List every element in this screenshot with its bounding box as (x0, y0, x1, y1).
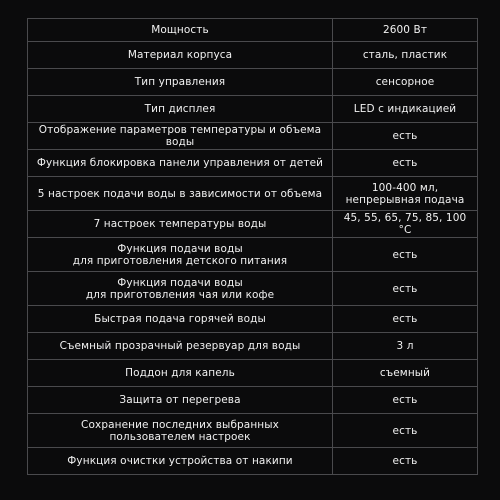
spec-value: сенсорное (333, 69, 478, 96)
spec-value: есть (333, 272, 478, 306)
table-row (28, 96, 478, 123)
spec-name: Тип управления (28, 69, 333, 96)
spec-value: съемный (333, 360, 478, 387)
table-row (28, 69, 478, 96)
table-row (28, 414, 478, 448)
spec-value: есть (333, 387, 478, 414)
spec-name: Функция блокировка панели управления от детей (28, 150, 333, 177)
spec-table (27, 18, 478, 475)
spec-name: 5 настроек подачи воды в зависимости от объема (28, 177, 333, 211)
table-row (28, 448, 478, 475)
table-row (28, 272, 478, 306)
spec-value: 2600 Вт (333, 19, 478, 42)
table-row (28, 360, 478, 387)
spec-name: 7 настроек температуры воды (28, 211, 333, 238)
spec-value: есть (333, 123, 478, 150)
table-row (28, 387, 478, 414)
table-row (28, 306, 478, 333)
spec-value: есть (333, 414, 478, 448)
spec-name: Отображение параметров температуры и объема воды (28, 123, 333, 150)
spec-value: сталь, пластик (333, 42, 478, 69)
spec-value: 3 л (333, 333, 478, 360)
spec-name: Мощность (28, 19, 333, 42)
table-row (28, 123, 478, 150)
spec-value: есть (333, 150, 478, 177)
table-row (28, 19, 478, 42)
table-row (28, 333, 478, 360)
spec-value: есть (333, 238, 478, 272)
table-row (28, 42, 478, 69)
spec-name: Функция подачи воды для приготовления чая или кофе (28, 272, 333, 306)
spec-value: 100-400 мл, непрерывная подача (333, 177, 478, 211)
table-row (28, 150, 478, 177)
table-row (28, 177, 478, 211)
spec-name: Сохранение последних выбранных пользователем настроек (28, 414, 333, 448)
spec-name: Быстрая подача горячей воды (28, 306, 333, 333)
spec-value: есть (333, 448, 478, 475)
table-row (28, 238, 478, 272)
spec-name: Съемный прозрачный резервуар для воды (28, 333, 333, 360)
spec-value: есть (333, 306, 478, 333)
spec-name: Тип дисплея (28, 96, 333, 123)
spec-name: Функция подачи воды для приготовления детского питания (28, 238, 333, 272)
spec-name: Поддон для капель (28, 360, 333, 387)
spec-name: Функция очистки устройства от накипи (28, 448, 333, 475)
table-row (28, 211, 478, 238)
spec-name: Защита от перегрева (28, 387, 333, 414)
spec-value: LED с индикацией (333, 96, 478, 123)
spec-name: Материал корпуса (28, 42, 333, 69)
spec-value: 45, 55, 65, 75, 85, 100 °С (333, 211, 478, 238)
